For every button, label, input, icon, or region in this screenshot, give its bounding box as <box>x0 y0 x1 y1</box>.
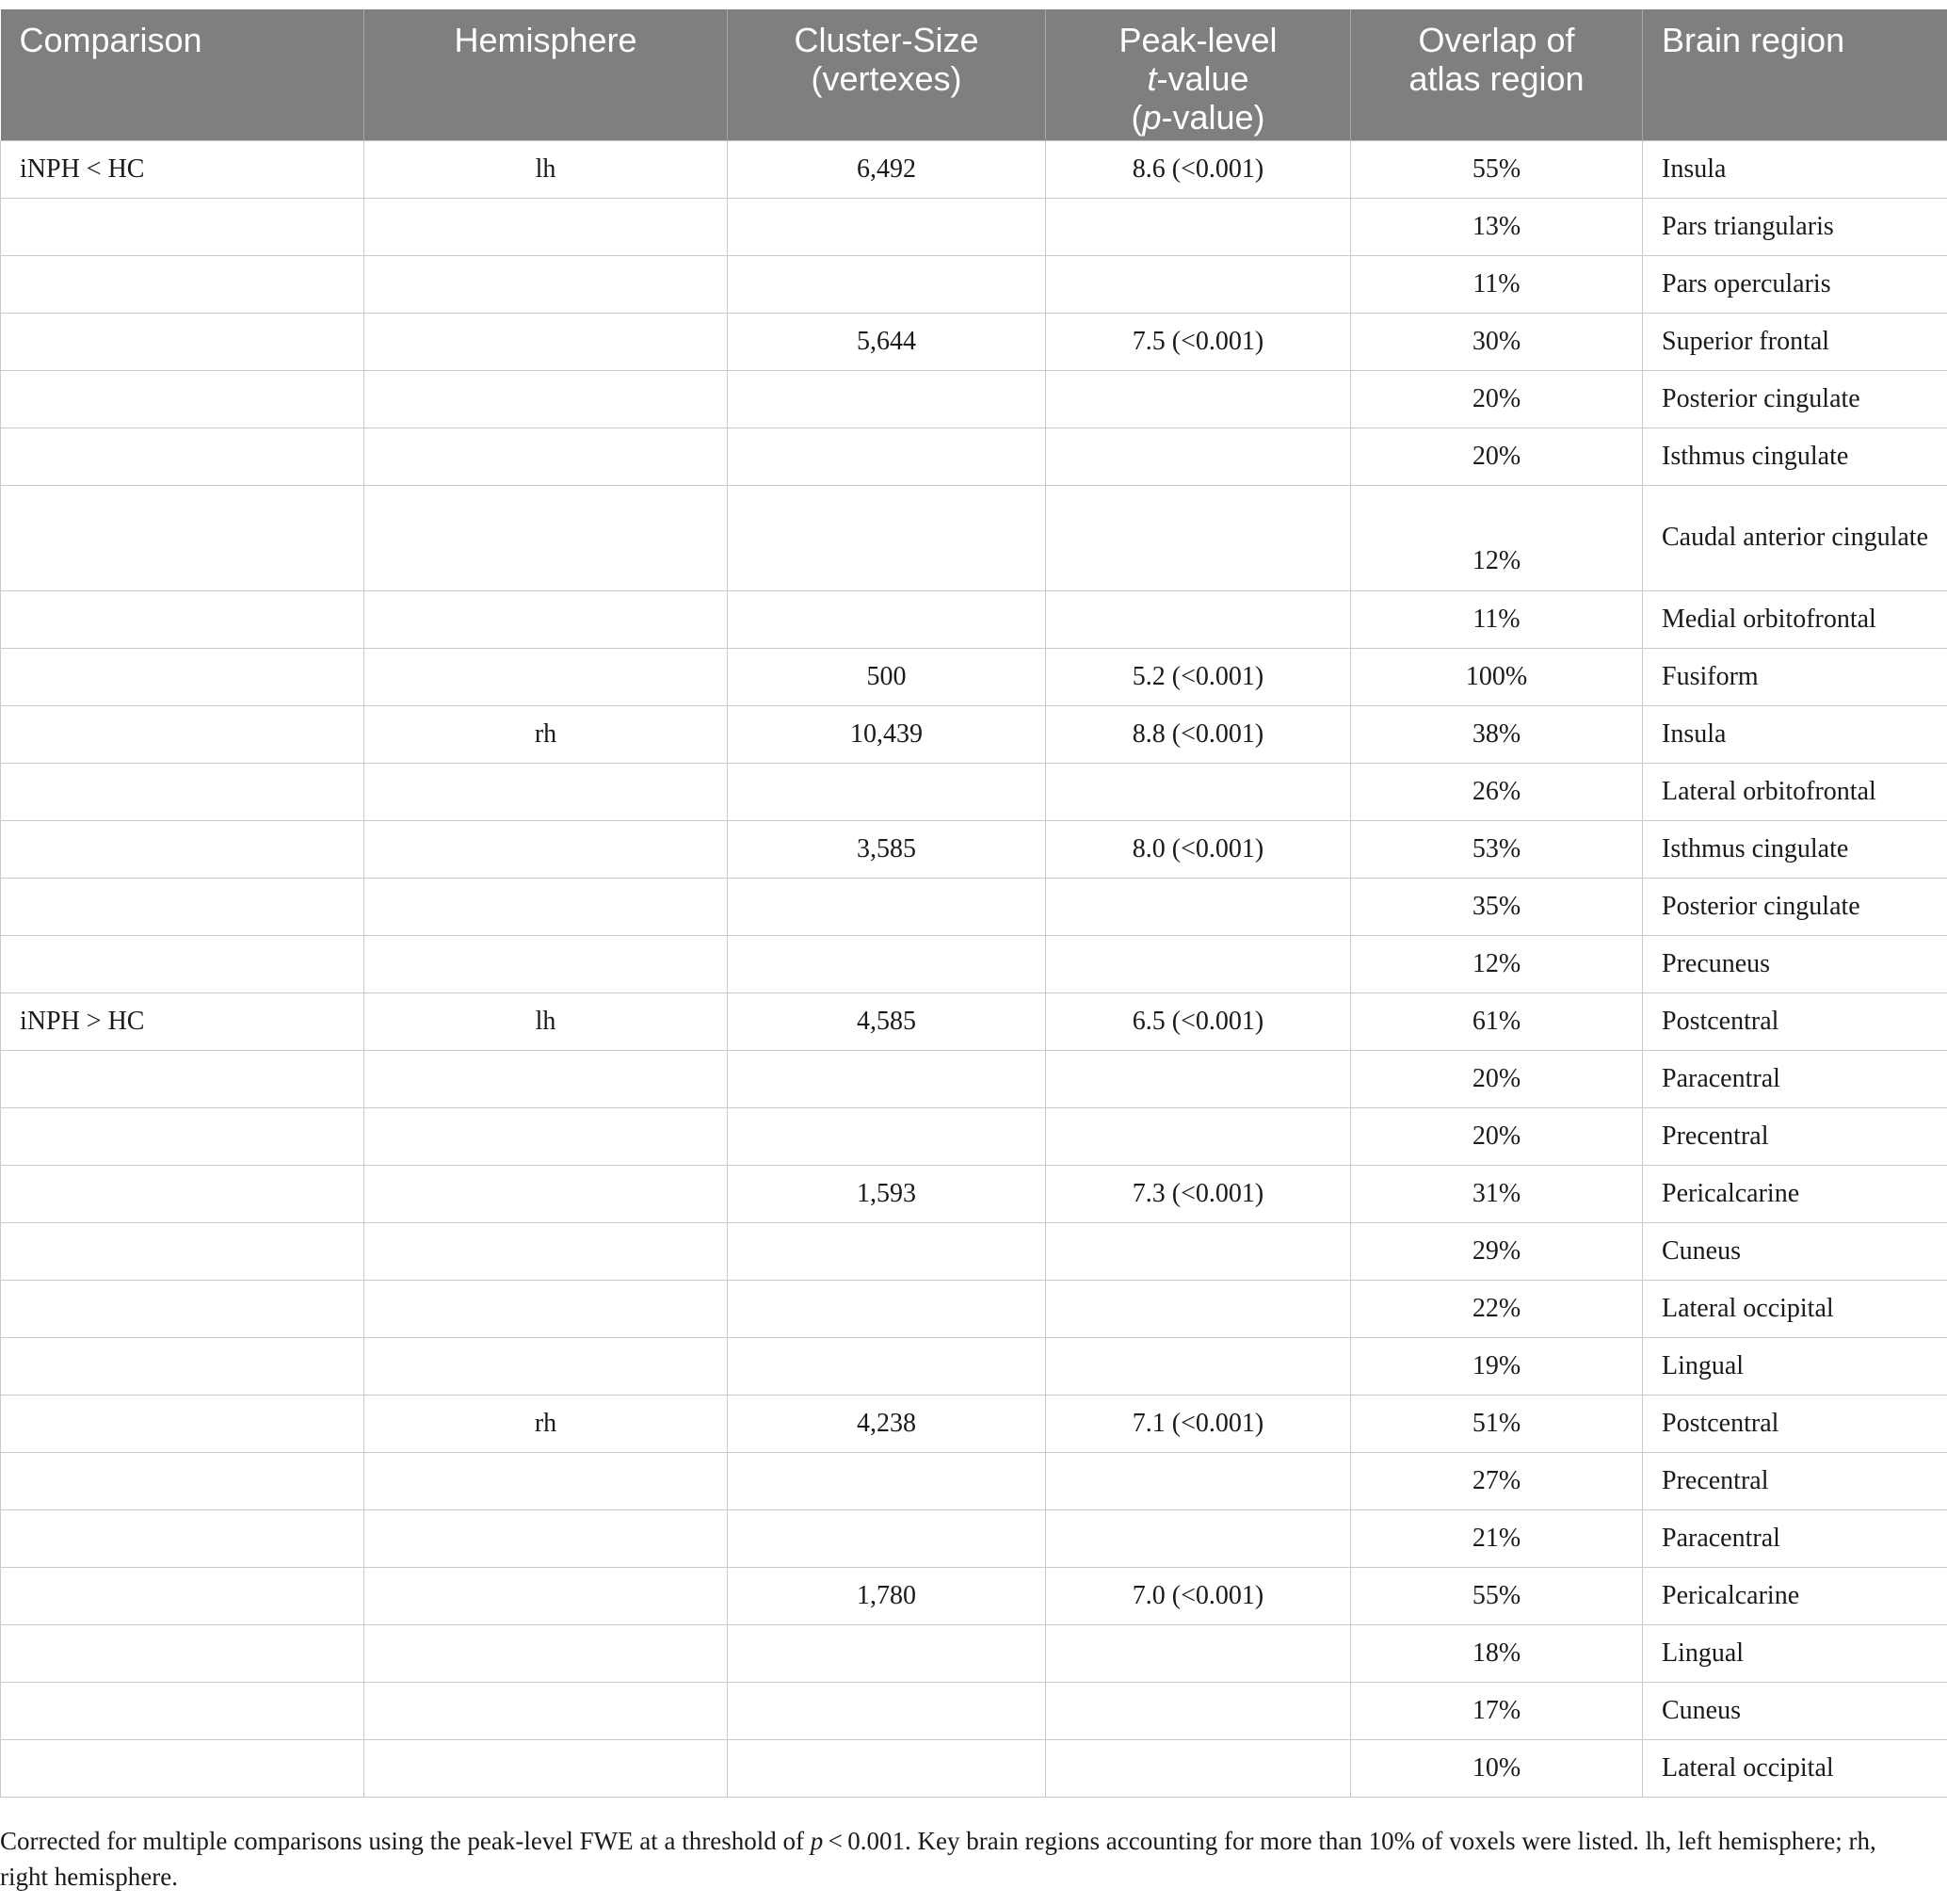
cell-region: Insula <box>1643 140 1947 198</box>
cell-overlap: 17% <box>1351 1682 1643 1739</box>
table-footnote <box>0 1823 1921 1895</box>
cell-hemisphere <box>364 820 728 878</box>
cell-hemisphere <box>364 370 728 428</box>
cell-overlap: 11% <box>1351 255 1643 313</box>
cell-hemisphere <box>364 255 728 313</box>
cell-peak <box>1046 485 1351 590</box>
cell-cluster-size <box>728 878 1046 935</box>
table-row <box>1 1452 1947 1509</box>
cell-peak <box>1046 1050 1351 1107</box>
cell-overlap: 35% <box>1351 878 1643 935</box>
cell-overlap: 30% <box>1351 313 1643 370</box>
cell-region: Insula <box>1643 705 1947 763</box>
cell-comparison <box>1 1280 364 1337</box>
cell-region: Cuneus <box>1643 1682 1947 1739</box>
cell-overlap: 12% <box>1351 485 1643 590</box>
cell-cluster-size: 500 <box>728 648 1046 705</box>
cell-peak <box>1046 590 1351 648</box>
cell-peak: 5.2 (<0.001) <box>1046 648 1351 705</box>
cell-overlap: 19% <box>1351 1337 1643 1395</box>
cell-region: Cuneus <box>1643 1222 1947 1280</box>
cell-comparison <box>1 370 364 428</box>
cell-overlap: 55% <box>1351 1567 1643 1624</box>
cell-comparison <box>1 1452 364 1509</box>
cell-comparison <box>1 935 364 992</box>
header-comparison-label: Comparison <box>19 21 202 59</box>
cell-region: Posterior cingulate <box>1643 370 1947 428</box>
cell-comparison <box>1 1337 364 1395</box>
cell-peak: 8.6 (<0.001) <box>1046 140 1351 198</box>
cell-peak: 8.0 (<0.001) <box>1046 820 1351 878</box>
cell-peak <box>1046 1337 1351 1395</box>
cell-region: Lingual <box>1643 1624 1947 1682</box>
cell-comparison <box>1 313 364 370</box>
cell-cluster-size: 10,439 <box>728 705 1046 763</box>
cell-overlap: 100% <box>1351 648 1643 705</box>
table-row <box>1 255 1947 313</box>
results-table <box>0 9 1947 1798</box>
table-row <box>1 1050 1947 1107</box>
cell-hemisphere: lh <box>364 992 728 1050</box>
cell-hemisphere <box>364 1739 728 1797</box>
cell-hemisphere <box>364 648 728 705</box>
cell-comparison <box>1 428 364 485</box>
cell-comparison <box>1 1682 364 1739</box>
table-row <box>1 485 1947 590</box>
cell-overlap: 20% <box>1351 1050 1643 1107</box>
cell-region: Postcentral <box>1643 992 1947 1050</box>
cell-overlap: 27% <box>1351 1452 1643 1509</box>
cell-peak <box>1046 935 1351 992</box>
cell-peak: 7.3 (<0.001) <box>1046 1165 1351 1222</box>
cell-cluster-size: 5,644 <box>728 313 1046 370</box>
table-row <box>1 1337 1947 1395</box>
cell-comparison <box>1 878 364 935</box>
cell-peak: 7.1 (<0.001) <box>1046 1395 1351 1452</box>
cell-comparison <box>1 648 364 705</box>
cell-overlap: 20% <box>1351 370 1643 428</box>
cell-cluster-size <box>728 485 1046 590</box>
table-row <box>1 140 1947 198</box>
cell-hemisphere <box>364 878 728 935</box>
cell-cluster-size <box>728 428 1046 485</box>
table-row <box>1 1567 1947 1624</box>
cell-overlap: 53% <box>1351 820 1643 878</box>
cell-hemisphere <box>364 1107 728 1165</box>
cell-region: Isthmus cingulate <box>1643 428 1947 485</box>
cell-overlap: 38% <box>1351 705 1643 763</box>
cell-overlap: 26% <box>1351 763 1643 820</box>
table-row <box>1 1165 1947 1222</box>
cell-comparison <box>1 590 364 648</box>
cell-hemisphere <box>364 1222 728 1280</box>
header-peak-p: p <box>1142 98 1162 137</box>
cell-cluster-size <box>728 1509 1046 1567</box>
cell-cluster-size <box>728 935 1046 992</box>
cell-cluster-size <box>728 1050 1046 1107</box>
cell-region: Paracentral <box>1643 1509 1947 1567</box>
cell-region: Posterior cingulate <box>1643 878 1947 935</box>
cell-hemisphere <box>364 935 728 992</box>
cell-hemisphere: lh <box>364 140 728 198</box>
cell-overlap: 18% <box>1351 1624 1643 1682</box>
cell-cluster-size <box>728 590 1046 648</box>
table-row <box>1 428 1947 485</box>
header-cluster-size-line1: Cluster-Size <box>794 21 979 59</box>
table-row <box>1 590 1947 648</box>
cell-peak <box>1046 1222 1351 1280</box>
cell-hemisphere <box>364 1682 728 1739</box>
cell-cluster-size <box>728 1739 1046 1797</box>
cell-region: Precuneus <box>1643 935 1947 992</box>
cell-peak <box>1046 198 1351 255</box>
cell-overlap: 55% <box>1351 140 1643 198</box>
cell-comparison <box>1 1567 364 1624</box>
table-row <box>1 992 1947 1050</box>
cell-cluster-size <box>728 1107 1046 1165</box>
cell-comparison <box>1 763 364 820</box>
cell-peak <box>1046 428 1351 485</box>
header-hemisphere <box>364 9 728 140</box>
cell-hemisphere <box>364 428 728 485</box>
cell-comparison: iNPH > HC <box>1 992 364 1050</box>
cell-cluster-size: 1,593 <box>728 1165 1046 1222</box>
cell-hemisphere <box>364 313 728 370</box>
cell-peak <box>1046 370 1351 428</box>
header-peak-open: ( <box>1131 98 1143 137</box>
cell-region: Superior frontal <box>1643 313 1947 370</box>
header-peak-line2: -value <box>1156 59 1249 98</box>
cell-overlap: 13% <box>1351 198 1643 255</box>
cell-hemisphere <box>364 763 728 820</box>
cell-peak: 8.8 (<0.001) <box>1046 705 1351 763</box>
cell-comparison <box>1 1107 364 1165</box>
cell-overlap: 29% <box>1351 1222 1643 1280</box>
cell-cluster-size <box>728 1280 1046 1337</box>
cell-overlap: 31% <box>1351 1165 1643 1222</box>
cell-hemisphere <box>364 1624 728 1682</box>
header-comparison <box>1 9 364 140</box>
cell-peak <box>1046 1107 1351 1165</box>
cell-hemisphere <box>364 1337 728 1395</box>
table-row <box>1 313 1947 370</box>
table-row <box>1 935 1947 992</box>
cell-cluster-size <box>728 1452 1046 1509</box>
cell-region: Pericalcarine <box>1643 1165 1947 1222</box>
cell-peak <box>1046 1452 1351 1509</box>
cell-cluster-size: 4,585 <box>728 992 1046 1050</box>
cell-cluster-size <box>728 1624 1046 1682</box>
cell-hemisphere <box>364 1280 728 1337</box>
cell-comparison <box>1 1222 364 1280</box>
cell-region: Lingual <box>1643 1337 1947 1395</box>
cell-hemisphere <box>364 590 728 648</box>
cell-hemisphere <box>364 198 728 255</box>
cell-region: Pericalcarine <box>1643 1567 1947 1624</box>
cell-overlap: 20% <box>1351 428 1643 485</box>
header-peak-t: t <box>1147 59 1157 98</box>
header-overlap-line2: atlas region <box>1408 59 1585 98</box>
cell-cluster-size <box>728 255 1046 313</box>
cell-region: Pars opercularis <box>1643 255 1947 313</box>
table-row <box>1 1739 1947 1797</box>
header-peak-line3: -value) <box>1161 98 1265 137</box>
cell-hemisphere: rh <box>364 705 728 763</box>
header-peak-level <box>1046 9 1351 140</box>
header-brain-region <box>1643 9 1947 140</box>
cell-cluster-size <box>728 1682 1046 1739</box>
cell-hemisphere <box>364 485 728 590</box>
table-row <box>1 1682 1947 1739</box>
cell-peak <box>1046 1739 1351 1797</box>
cell-peak <box>1046 1509 1351 1567</box>
table-row <box>1 370 1947 428</box>
header-hemisphere-label: Hemisphere <box>454 21 637 59</box>
table-row <box>1 763 1947 820</box>
cell-cluster-size: 6,492 <box>728 140 1046 198</box>
cell-comparison <box>1 255 364 313</box>
cell-region: Precentral <box>1643 1107 1947 1165</box>
cell-hemisphere <box>364 1567 728 1624</box>
cell-peak: 7.0 (<0.001) <box>1046 1567 1351 1624</box>
cell-comparison <box>1 1624 364 1682</box>
table-row <box>1 1280 1947 1337</box>
cell-region: Pars triangularis <box>1643 198 1947 255</box>
table-row <box>1 878 1947 935</box>
header-overlap <box>1351 9 1643 140</box>
cell-comparison <box>1 1395 364 1452</box>
header-brain-region-label: Brain region <box>1662 21 1845 59</box>
table-row <box>1 1509 1947 1567</box>
table-row <box>1 648 1947 705</box>
footnote-text-1: Corrected for multiple comparisons using the peak-level FWE at a threshold of <box>0 1827 811 1855</box>
table-row <box>1 1222 1947 1280</box>
cell-peak <box>1046 1280 1351 1337</box>
cell-comparison: iNPH < HC <box>1 140 364 198</box>
cell-hemisphere: rh <box>364 1395 728 1452</box>
footnote-text-2: < 0.001. Key brain regions accounting for more than 10% of voxels were listed. lh, left hemisphere; rh, right hemisphere. <box>0 1827 1876 1891</box>
cell-region: Medial orbitofrontal <box>1643 590 1947 648</box>
cell-comparison <box>1 485 364 590</box>
cell-peak: 6.5 (<0.001) <box>1046 992 1351 1050</box>
table-row <box>1 198 1947 255</box>
footnote-p: p <box>810 1827 824 1855</box>
header-cluster-size <box>728 9 1046 140</box>
header-overlap-line1: Overlap of <box>1418 21 1575 59</box>
cell-peak <box>1046 878 1351 935</box>
cell-peak <box>1046 1682 1351 1739</box>
header-peak-line1: Peak-level <box>1118 21 1278 59</box>
cell-comparison <box>1 705 364 763</box>
cell-hemisphere <box>364 1509 728 1567</box>
cell-cluster-size: 4,238 <box>728 1395 1046 1452</box>
cell-cluster-size <box>728 1222 1046 1280</box>
cell-overlap: 22% <box>1351 1280 1643 1337</box>
cell-cluster-size: 1,780 <box>728 1567 1046 1624</box>
cell-overlap: 12% <box>1351 935 1643 992</box>
cell-region: Fusiform <box>1643 648 1947 705</box>
cell-peak: 7.5 (<0.001) <box>1046 313 1351 370</box>
cell-comparison <box>1 820 364 878</box>
table-body <box>1 140 1947 1797</box>
cell-cluster-size <box>728 370 1046 428</box>
cell-hemisphere <box>364 1165 728 1222</box>
cell-peak <box>1046 255 1351 313</box>
cell-comparison <box>1 1050 364 1107</box>
cell-overlap: 20% <box>1351 1107 1643 1165</box>
cell-overlap: 21% <box>1351 1509 1643 1567</box>
cell-region: Paracentral <box>1643 1050 1947 1107</box>
cell-cluster-size <box>728 763 1046 820</box>
table-row <box>1 705 1947 763</box>
cell-region: Precentral <box>1643 1452 1947 1509</box>
cell-comparison <box>1 1165 364 1222</box>
table-row <box>1 820 1947 878</box>
cell-region: Caudal anterior cingulate <box>1643 485 1947 590</box>
table-row <box>1 1395 1947 1452</box>
header-cluster-size-line2: (vertexes) <box>811 59 962 98</box>
cell-region: Postcentral <box>1643 1395 1947 1452</box>
table-header <box>1 9 1947 140</box>
cell-peak <box>1046 763 1351 820</box>
cell-region: Isthmus cingulate <box>1643 820 1947 878</box>
cell-cluster-size: 3,585 <box>728 820 1046 878</box>
cell-comparison <box>1 1739 364 1797</box>
cell-cluster-size <box>728 198 1046 255</box>
cell-overlap: 61% <box>1351 992 1643 1050</box>
cell-cluster-size <box>728 1337 1046 1395</box>
cell-overlap: 51% <box>1351 1395 1643 1452</box>
cell-hemisphere <box>364 1050 728 1107</box>
cell-region: Lateral occipital <box>1643 1280 1947 1337</box>
cell-hemisphere <box>364 1452 728 1509</box>
cell-overlap: 11% <box>1351 590 1643 648</box>
table-row <box>1 1624 1947 1682</box>
cell-comparison <box>1 198 364 255</box>
cell-region: Lateral occipital <box>1643 1739 1947 1797</box>
table-row <box>1 1107 1947 1165</box>
cell-comparison <box>1 1509 364 1567</box>
cell-region: Lateral orbitofrontal <box>1643 763 1947 820</box>
cell-peak <box>1046 1624 1351 1682</box>
cell-overlap: 10% <box>1351 1739 1643 1797</box>
